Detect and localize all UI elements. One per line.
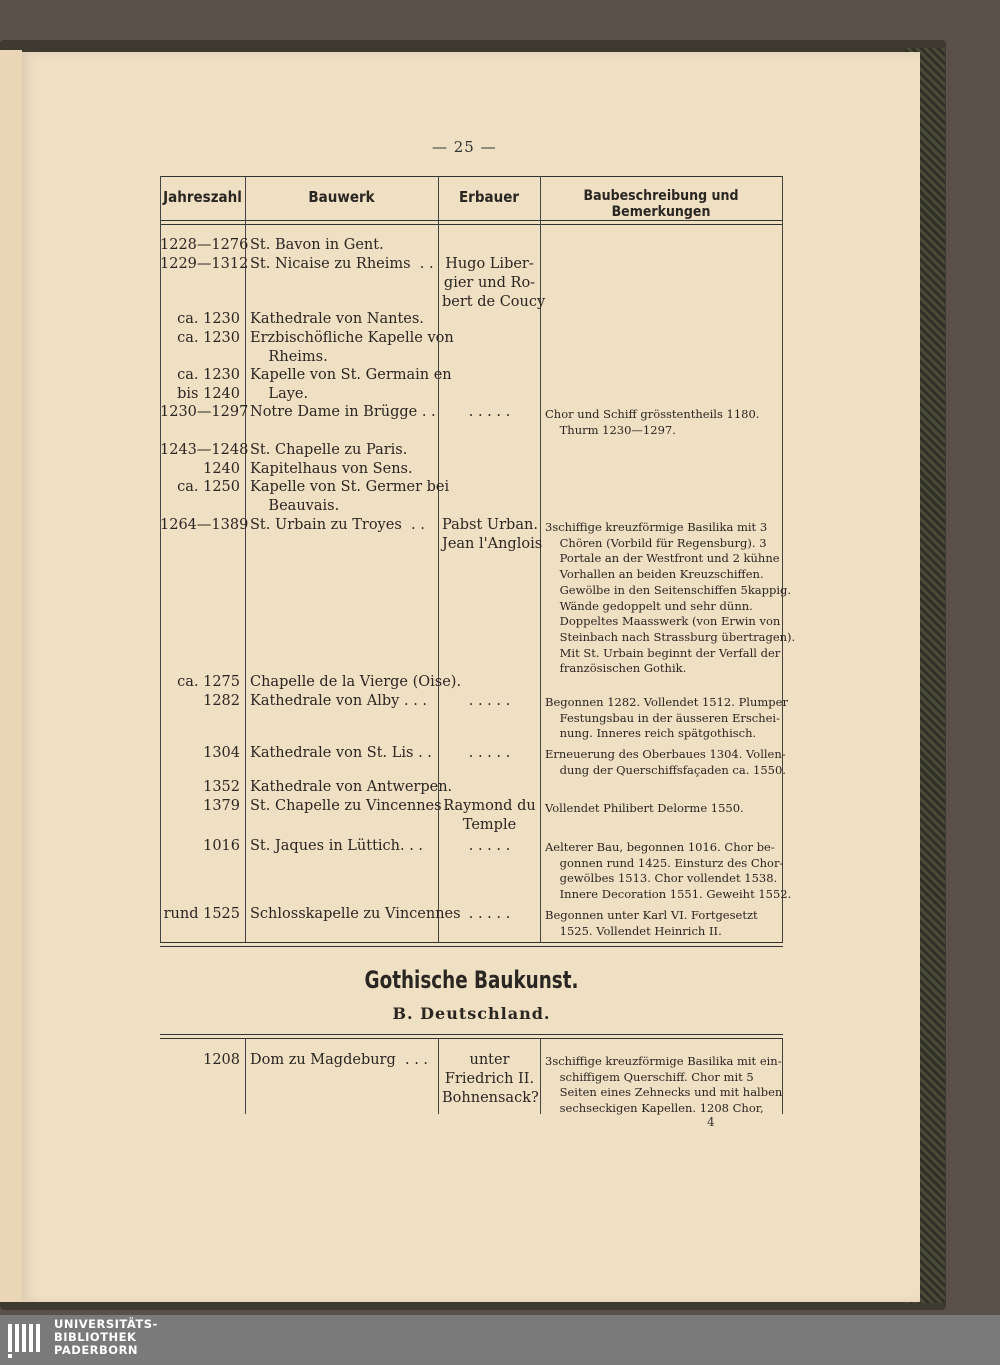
building-cell: St. Jaques in Lüttich. . . <box>250 838 424 854</box>
building-cell: Dom zu Magdeburg . . . <box>250 1052 429 1068</box>
building-cell: Kathedrale von Alby . . . <box>250 693 428 709</box>
builder-cell: . . . . . <box>468 693 511 709</box>
building-cell: Chapelle de la Vierge (Oise). <box>250 674 462 690</box>
signature-mark: 4 <box>707 1115 715 1129</box>
section-title: Gothische Baukunst. <box>364 966 579 994</box>
description-cell: Begonnen 1282. Vollendet 1512. Plumper Festungsbau in der äusseren Erschei- nung. Inneres reich spätgothisch. <box>545 695 788 741</box>
year-cell: 1243—1248 <box>160 442 249 458</box>
description-cell: Erneuerung des Oberbaues 1304. Vollen- dung der Querschiffsfaçaden ca. 1550. <box>545 747 786 777</box>
description-cell: Begonnen unter Karl VI. Fortgesetzt 1525. Vollendet Heinrich II. <box>545 908 758 938</box>
year-cell: 1264—1389 <box>160 517 249 533</box>
builder-cell: Hugo Liber- gier und Ro- bert de Coucy <box>442 256 546 310</box>
building-cell: Erzbischöfliche Kapelle von Rheims. <box>250 330 454 365</box>
description-cell: Chor und Schiff grösstentheils 1180. Thurm 1230—1297. <box>545 407 760 437</box>
building-cell: Kapelle von St. Germain en Laye. <box>250 367 452 402</box>
year-cell: 1228—1276 <box>160 237 249 253</box>
year-cell: ca. 1275 <box>177 674 240 690</box>
header-builder: Erbauer <box>458 188 520 206</box>
builder-cell: unter Friedrich II. Bohnensack? <box>442 1052 539 1106</box>
building-cell: Schlosskapelle zu Vincennes <box>250 906 461 922</box>
year-cell: ca. 1250 <box>177 479 240 495</box>
year-cell: 1229—1312 <box>160 256 249 272</box>
building-cell: St. Chapelle zu Paris. <box>250 442 408 458</box>
builder-cell: . . . . . <box>468 745 511 761</box>
year-cell: 1230—1297 <box>160 404 249 420</box>
col-rule <box>438 1038 439 1114</box>
building-cell: St. Urbain zu Troyes . . <box>250 517 425 533</box>
year-cell: 1240 <box>203 461 240 477</box>
builder-cell: . . . . . <box>468 906 511 922</box>
header-rule-double <box>160 224 783 225</box>
header-building: Bauwerk <box>308 188 375 206</box>
col-rule <box>782 176 783 942</box>
year-cell: rund 1525 <box>163 906 240 922</box>
header-year: Jahreszahl <box>163 188 242 206</box>
building-cell: Kapitelhaus von Sens. <box>250 461 413 477</box>
facing-page-edge <box>0 50 22 1302</box>
year-cell: ca. 1230 bis 1240 <box>177 367 240 402</box>
building-cell: Kathedrale von Nantes. <box>250 311 424 327</box>
year-cell: ca. 1230 <box>177 311 240 327</box>
building-cell: Kapelle von St. Germer bei Beauvais. <box>250 479 450 514</box>
library-logo-icon <box>6 1320 46 1360</box>
library-name <box>54 1318 158 1357</box>
building-cell: Kathedrale von St. Lis . . <box>250 745 432 761</box>
col-rule <box>245 176 246 942</box>
section-rule-bottom-double <box>160 1038 783 1039</box>
year-cell: 1282 <box>203 693 240 709</box>
description-cell: 3schiffige kreuzförmige Basilika mit ein- schiffigem Querschiff. Chor mit 5 Seiten eines Zehnecks und mit halben sechseckigen Kapellen. 1208 Chor, <box>545 1054 783 1116</box>
year-cell: 1016 <box>203 838 240 854</box>
building-table <box>160 176 796 1116</box>
description-cell: Aelterer Bau, begonnen 1016. Chor be- gonnen rund 1425. Einsturz des Chor- gewölbes 1513. Chor vollendet 1538. Innere Decoration 1551. Geweiht 1552. <box>545 840 792 902</box>
col-rule <box>438 176 439 942</box>
col-rule <box>245 1038 246 1114</box>
builder-cell: Raymond du Temple <box>443 798 536 833</box>
year-cell: 1304 <box>203 745 240 761</box>
building-cell: St. Nicaise zu Rheims . . <box>250 256 434 272</box>
year-cell: 1379 <box>203 798 240 814</box>
library-name-line: PADERBORN <box>54 1343 139 1357</box>
year-cell: ca. 1230 <box>177 330 240 346</box>
description-cell: 3schiffige kreuzförmige Basilika mit 3 Chören (Vorbild für Regensburg). 3 Portale an der Westfront und 2 kühne Vorhallen an beiden Kreuzschiffen. Gewölbe in den Seitenschiffen 5kappig. Wände gedoppelt und sehr dünn. Doppeltes Maasswerk (von Erwin von Steinbach nach Strassburg übertragen). Mit St. Urbain beginnt der Verfall der französischen Gothik. <box>545 520 796 676</box>
building-cell: Notre Dame in Brügge . . <box>250 404 436 420</box>
header-rule <box>160 220 783 221</box>
builder-cell: Pabst Urban. Jean l'Anglois <box>442 517 543 552</box>
building-cell: St. Chapelle zu Vincennes . <box>250 798 451 814</box>
header-description: Baubeschreibung und Bemerkungen <box>583 188 739 220</box>
builder-cell: . . . . . <box>468 838 511 854</box>
building-cell: Kathedrale von Antwerpen. <box>250 779 453 795</box>
year-cell: 1208 <box>203 1052 240 1068</box>
section-rule-bottom <box>160 1034 783 1035</box>
builder-cell: . . . . . <box>468 404 511 420</box>
col-rule <box>782 1038 783 1114</box>
library-name-line: BIBLIOTHEK <box>54 1330 137 1344</box>
col-rule <box>540 1038 541 1114</box>
section-rule-top-double <box>160 946 783 947</box>
col-rule <box>160 176 161 942</box>
col-rule <box>540 176 541 942</box>
building-cell: St. Bavon in Gent. <box>250 237 384 253</box>
table-top-rule <box>160 176 783 177</box>
library-name-line: UNIVERSITÄTS- <box>54 1317 158 1331</box>
section-rule-top <box>160 942 783 943</box>
page-number: — 25 — <box>432 138 497 156</box>
description-cell: Vollendet Philibert Delorme 1550. <box>545 801 744 815</box>
year-cell: 1352 <box>203 779 240 795</box>
section-subtitle: B. Deutschland. <box>392 1004 551 1023</box>
